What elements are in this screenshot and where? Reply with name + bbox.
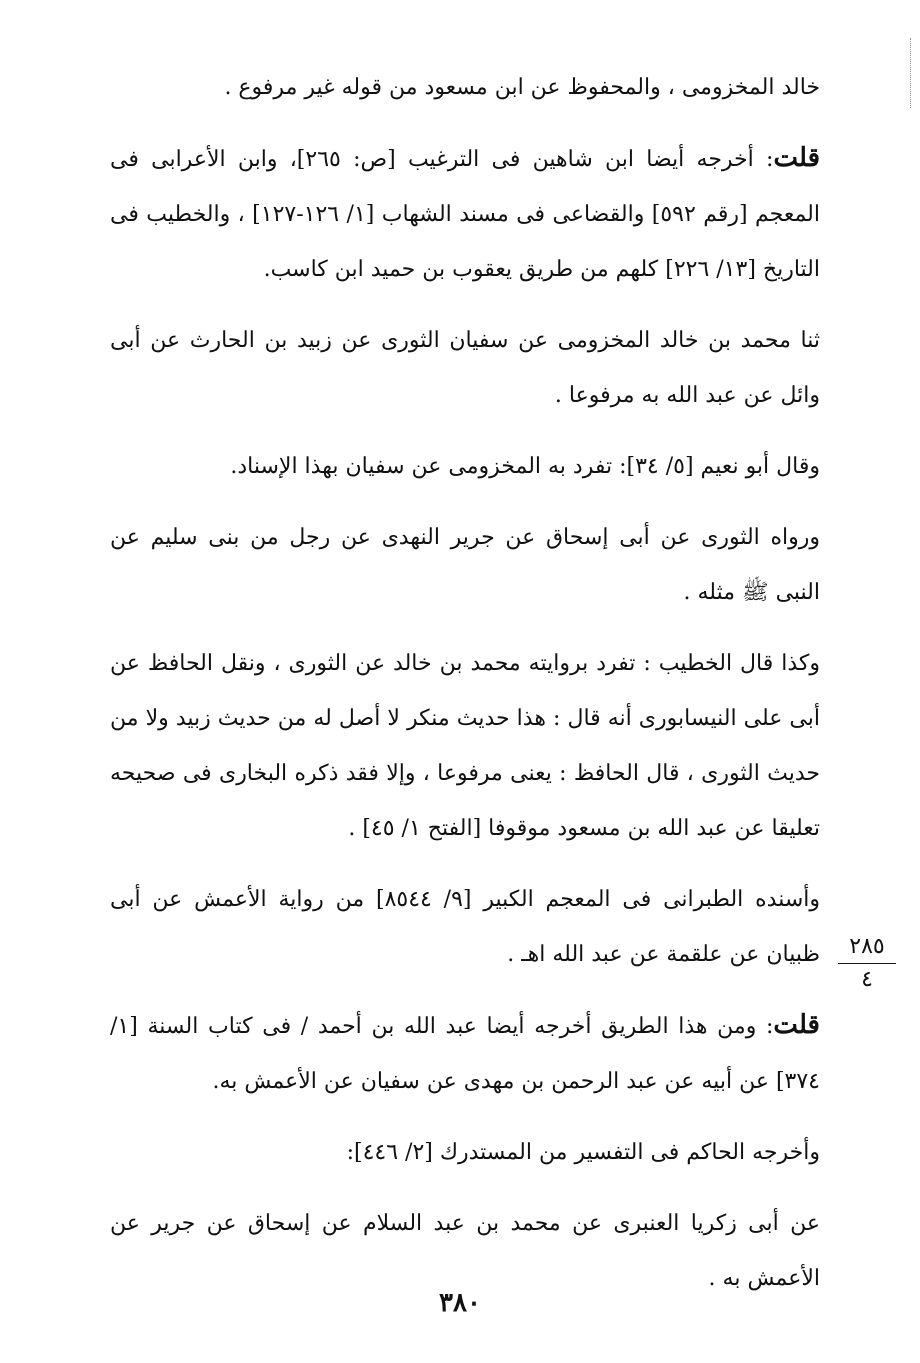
page-edge-mark xyxy=(910,38,912,108)
paragraph-text: وأخرجه الحاكم فى التفسير من المستدرك [٢/ ٤٤٦]: xyxy=(346,1140,820,1165)
page-number: ٣٨٠ xyxy=(439,1288,481,1318)
margin-reference-top: ٢٨٥ xyxy=(838,933,896,964)
paragraph-2 xyxy=(110,131,820,297)
paragraph-text: عن أبى زكريا العنبرى عن محمد بن عبد السلام عن إسحاق عن جرير عن الأعمش به . xyxy=(110,1211,820,1291)
paragraph-lead-word: قلت xyxy=(773,143,821,173)
paragraph-9 xyxy=(110,1125,820,1180)
paragraph-text: وأسنده الطبرانى فى المعجم الكبير [٩/ ٨٥٤٤] من رواية الأعمش عن أبى ظبيان عن علقمة عن عبد الله اهـ . xyxy=(110,887,821,967)
paragraph-text: : ومن هذا الطريق أخرجه أيضا عبد الله بن أحمد / فى كتاب السنة [١/ ٣٧٤] عن أبيه عن عبد الرحمن بن مهدى عن سفيان عن الأعمش به. xyxy=(110,1014,820,1094)
margin-reference-bottom: ٤ xyxy=(861,967,873,992)
paragraph-7 xyxy=(110,872,820,982)
paragraph-6 xyxy=(110,636,820,856)
paragraph-1 xyxy=(110,60,820,115)
paragraph-text: وكذا قال الخطيب : تفرد بروايته محمد بن خالد عن الثورى ، ونقل الحافظ عن أبى على النيسابورى أنه قال : هذا حديث منكر لا أصل له من حديث زبيد ولا من حديث الثورى ، قال الحافظ : يعنى مرفوعا ، وإلا فقد ذكره البخارى فى صحيحه تعليقا عن عبد الله بن مسعود موقوفا [الفتح ١/ ٤٥] . xyxy=(110,651,820,841)
paragraph-3 xyxy=(110,313,820,423)
margin-reference xyxy=(838,933,896,994)
paragraph-5 xyxy=(110,510,820,620)
paragraph-8 xyxy=(110,998,820,1109)
paragraph-text: ورواه الثورى عن أبى إسحاق عن جرير النهدى عن رجل من بنى سليم عن النبى ﷺ مثله . xyxy=(110,525,821,605)
body-text xyxy=(110,60,820,1306)
paragraph-text: : أخرجه أيضا ابن شاهين فى الترغيب [ص: ٢٦٥]، وابن الأعرابى فى المعجم [رقم ٥٩٢] والقضاعى فى مسند الشهاب [١/ ١٢٦-١٢٧] ، والخطيب فى التاريخ [١٣/ ٢٢٦] كلهم من طريق يعقوب بن حميد ابن كاسب. xyxy=(110,147,820,282)
paragraph-4 xyxy=(110,439,820,494)
paragraph-text: ثنا محمد بن خالد المخزومى عن سفيان الثورى عن زبيد بن الحارث عن أبى وائل عن عبد الله به مرفوعا . xyxy=(110,328,820,408)
paragraph-text: خالد المخزومى ، والمحفوظ عن ابن مسعود من قوله غير مرفوع . xyxy=(224,75,820,100)
paragraph-lead-word: قلت xyxy=(773,1010,820,1040)
paragraph-text: وقال أبو نعيم [٥/ ٣٤]: تفرد به المخزومى عن سفيان بهذا الإسناد. xyxy=(230,454,820,479)
